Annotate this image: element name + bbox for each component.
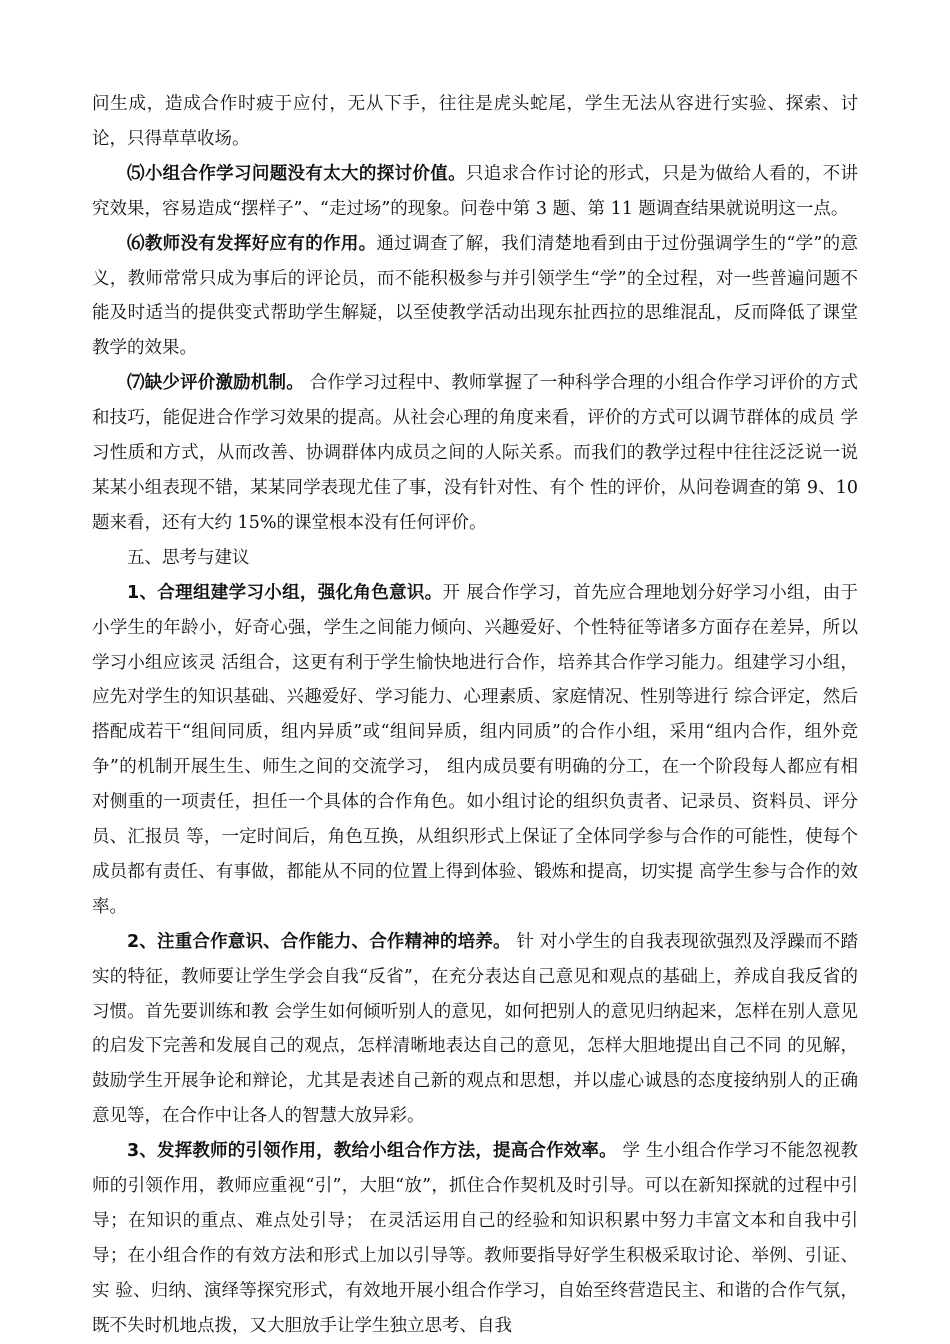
paragraph-text: 只追求合作讨论的形式，只是为做给人看的，不讲究效果，容易造成“摆样子”、“走过场”的现象。问卷中第 3 题、第 11 题调查结果就说明这一点。 (92, 163, 859, 219)
paragraph-lead: ⑹教师没有发挥好应有的作用。 (127, 233, 377, 254)
paragraph-lead: 2、注重合作意识、合作能力、合作精神的培养。 (127, 931, 511, 952)
paragraph-lead: ⑺缺少评价激励机制。 (127, 373, 304, 394)
suggestion-paragraph-1 (92, 576, 858, 925)
paragraph-text: 合作学习过程中、教师掌握了一种科学合理的小组合作学习评价的方式和技巧，能促进合作学习效果的提高。从社会心理的角度来看，评价的方式可以调节群体的成员 学习性质和方式，从而改善、协调群体内成员之间的人际关系。而我们的教学过程中往往泛泛说一说某某小组表现不错，某某同学表现尤佳了事，没有针对性、有个 性的评价，从问卷调查的第 9、10 题来看，还有大约 15%的课堂根本没有任何评价。 (92, 373, 858, 533)
section-heading: 五、思考与建议 (127, 547, 250, 568)
suggestion-paragraph-3 (92, 1134, 858, 1343)
suggestion-paragraph-2 (92, 925, 858, 1134)
paragraph-lead: 3、发挥教师的引领作用，教给小组合作方法，提高合作效率。 (127, 1141, 617, 1162)
continuation-paragraph (92, 87, 858, 157)
paragraph-lead: 1、合理组建学习小组，强化角色意识。 (127, 582, 443, 603)
paragraph-text: 通过调查了解，我们清楚地看到由于过份强调学生的“学”的意义，教师常常只成为事后的评论员，而不能积极参与并引领学生“学”的全过程，对一些普遍问题不能及时适当的提供变式帮助学生解疑，以至使教学活动出现东扯西拉的思维混乱，反而降低了课堂教学的效果。 (92, 233, 858, 359)
paragraph-text: 问生成，造成合作时疲于应付，无从下手，往往是虎头蛇尾，学生无法从容进行实验、探索、讨论，只得草草收场。 (92, 94, 858, 149)
paragraph-lead: ⑸小组合作学习问题没有太大的探讨价值。 (127, 163, 466, 184)
issue-paragraph-7 (92, 366, 858, 541)
paragraph-text: 开 展合作学习，首先应合理地划分好学习小组，由于小学生的年龄小，好奇心强，学生之间能力倾向、兴趣爱好、个性特征等诸多方面存在差异，所以学习小组应该灵 活组合，这更有利于学生愉快地进行合作，培养其合作学习能力。组建学习小组，应先对学生的知识基础、兴趣爱好、学习能力、心理素质、家庭情况、性别等进行 综合评定，然后搭配成若干“组间同质，组内异质”或“组间异质，组内同质”的合作小组，采用“组内合作，组外竞争”的机制开展生生、师生之间的交流学习， 组内成员要有明确的分工，在一个阶段每人都应有相对侧重的一项责任，担任一个具体的合作角色。如小组讨论的组织负责者、记录员、资料员、评分员、汇报员 等，一定时间后，角色互换，从组织形式上保证了全体同学参与合作的可能性，使每个成员都有责任、有事做，都能从不同的位置上得到体验、锻炼和提高，切实提 高学生参与合作的效率。 (92, 582, 858, 917)
issue-paragraph-6 (92, 227, 858, 367)
issue-paragraph-5 (92, 157, 858, 227)
paragraph-text: 针 对小学生的自我表现欲强烈及浮躁而不踏实的特征，教师要让学生学会自我“反省”，在充分表达自己意见和观点的基础上，养成自我反省的习惯。首先要训练和教 会学生如何倾听别人的意见，如何把别人的意见归纳起来，怎样在别人意见的启发下完善和发展自己的观点，怎样清晰地表达自己的意见，怎样大胆地提出自己不同 的见解，鼓励学生开展争论和辩论，尤其是表述自己新的观点和思想，并以虚心诚恳的态度接纳别人的正确意见等，在合作中让各人的智慧大放异彩。 (92, 931, 858, 1127)
paragraph-text: 学 生小组合作学习不能忽视教师的引领作用，教师应重视“引”，大胆“放”，抓住合作契机及时引导。可以在新知探就的过程中引导；在知识的重点、难点处引导； 在灵活运用自己的经验和知识积累中努力丰富文本和自我中引导；在小组合作的有效方法和形式上加以引导等。教师要指导好学生积极采取讨论、举例、引证、实 验、归纳、演绎等探究形式，有效地开展小组合作学习，自始至终营造民主、和谐的合作气氛，既不失时机地点拨，又大胆放手让学生独立思考、自我 (92, 1141, 858, 1336)
